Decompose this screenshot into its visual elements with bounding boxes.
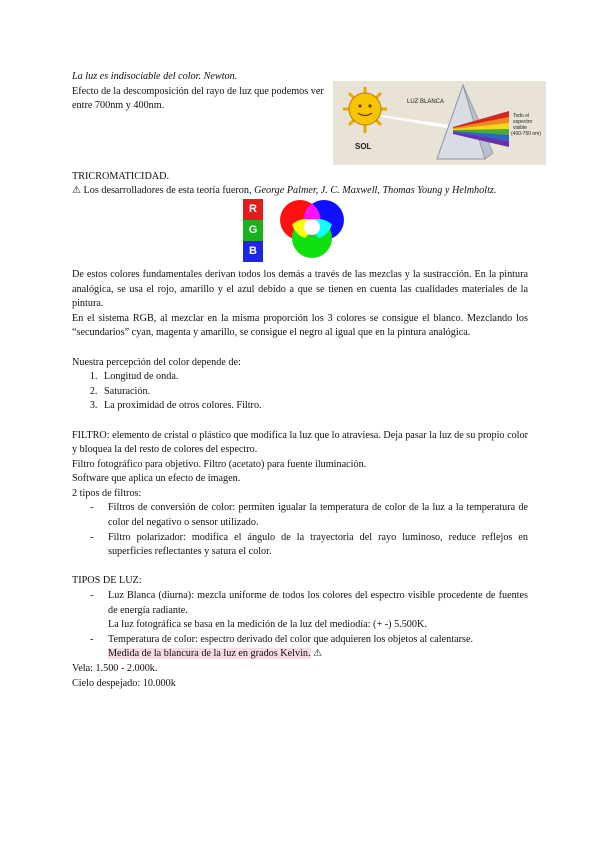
tricromaticidad-p2: En el sistema RGB, al mezclar en la misma proporción los 3 colores se consigue el blanco. Mezclando los “secundarios” cyan, magenta y amarillo, se consigue el negro al igual que en la pintura analógica. bbox=[72, 312, 528, 339]
warning-icon: ⚠ bbox=[72, 185, 81, 197]
rgb-venn-diagram bbox=[276, 196, 348, 260]
list-item: 3. La proximidad de otros colores. Filtro. bbox=[100, 399, 528, 414]
list-item: 2. Saturación. bbox=[100, 385, 528, 400]
sun-label: SOL bbox=[355, 142, 372, 151]
rgb-red: R bbox=[243, 199, 263, 220]
filtro-types-list bbox=[72, 501, 528, 559]
tricromaticidad-heading: TRICROMATICIDAD. bbox=[72, 170, 170, 182]
rgb-green: G bbox=[243, 220, 263, 241]
intro-title: La luz es indisociable del color. Newton. bbox=[72, 71, 238, 82]
document-page bbox=[72, 70, 542, 691]
filtro-p2: Filtro fotográfico para objetivo. Filtro (acetato) para fuente iluminación. bbox=[72, 458, 367, 470]
svg-text:(400-750 nm): (400-750 nm) bbox=[511, 131, 542, 137]
list-item: - Filtro polarizador: modifica el ángulo de la trayectoria del rayo luminoso, reduce reflejos en superficies reflectantes y satura el color. bbox=[72, 531, 528, 560]
filtro-definition: FILTRO: elemento de cristal o plástico que modifica la luz que lo atraviesa. Deja pasar la luz de su propio color y bloquea la del resto de colores del espectro. bbox=[72, 429, 528, 456]
vela-text: Vela: 1.500 - 2.000k. bbox=[72, 663, 158, 674]
tricromaticidad-p1: De estos colores fundamentales derivan todos los demás a través de las mezclas y la sustracción. En la pintura analógica, se usa el rojo, amarillo y el azul debido a que se tienen en cuenta las cualidades materiales de la pintura. bbox=[72, 268, 528, 310]
rgb-blue: B bbox=[243, 241, 263, 262]
list-item: - Filtros de conversión de color: permiten igualar la temperatura de color de la luz a la temperatura de color del negativo o sensor utilizado. bbox=[72, 501, 528, 530]
light-label: LUZ BLANCA bbox=[407, 99, 445, 105]
theory-authors: George Palmer, J. C. Maxwell, Thomas Young y Helmholtz. bbox=[254, 185, 497, 197]
list-item: 1. Longitud de onda. bbox=[100, 370, 528, 385]
percepcion-list bbox=[72, 370, 528, 414]
intro-text: Efecto de la descomposición del rayo de luz que podemos ver entre 700nm y 400nm. bbox=[72, 85, 324, 112]
svg-text:Todo el: Todo el bbox=[513, 113, 530, 119]
intro-block bbox=[72, 70, 328, 114]
cielo-text: Cielo despejado: 10.000k bbox=[72, 677, 176, 689]
warning-icon: ⚠ bbox=[313, 648, 323, 660]
svg-text:visible: visible bbox=[513, 125, 527, 131]
filtro-types-title: 2 tipos de filtros: bbox=[72, 487, 142, 499]
list-item: - Temperatura de color: espectro derivado del color que adquieren los objetos al calentarse. Medida de la blancura de la luz en grados Kelvin. ⚠ bbox=[72, 633, 528, 662]
rgb-figure bbox=[72, 199, 528, 262]
filtro-p3: Software que aplica un efecto de imagen. bbox=[72, 473, 241, 485]
list-item: - Luz Blanca (diurna): mezcla uniforme de todos los colores del espectro visible procedente de fuentes de energía radiante. La luz fotográfica se basa en la medición de la luz del mediodía: (+ -) 5.500K. bbox=[72, 589, 528, 633]
tipos-luz-list bbox=[72, 589, 528, 662]
tricromaticidad-lead: ⚠ Los desarrolladores de esta teoría fueron, George Palmer, J. C. Maxwell, Thomas Young y Helmholtz. bbox=[72, 185, 497, 197]
prism-illustration bbox=[333, 81, 546, 165]
tipos-luz-heading: TIPOS DE LUZ: bbox=[72, 575, 142, 587]
highlighted-text: Medida de la blancura de la luz en grados Kelvin. bbox=[108, 648, 311, 660]
svg-text:espectro: espectro bbox=[513, 119, 533, 125]
percepcion-intro: Nuestra percepción del color depende de: bbox=[72, 356, 241, 368]
rgb-swatches bbox=[243, 199, 263, 262]
